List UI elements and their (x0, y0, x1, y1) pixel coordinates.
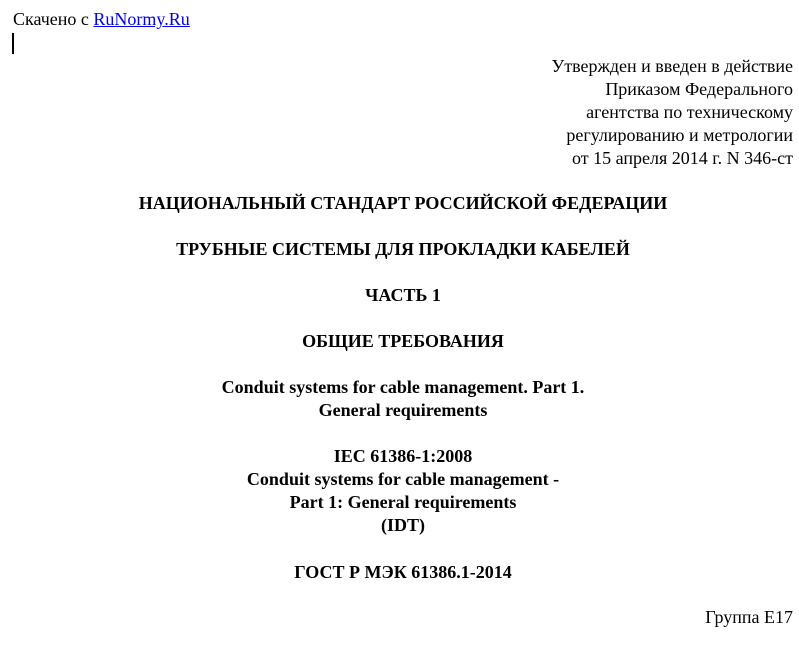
approval-block (551, 55, 793, 170)
iec-block (0, 445, 799, 537)
english-title (0, 376, 799, 422)
approval-line: Приказом Федерального (605, 79, 793, 99)
source-prefix: Скачено с (13, 9, 89, 29)
iec-identity: (IDT) (381, 515, 425, 535)
runormy-link[interactable]: RuNormy.Ru (93, 9, 190, 29)
english-title-line: General requirements (318, 400, 488, 420)
iec-title-line: Part 1: General requirements (289, 492, 517, 512)
iec-title-line: Conduit systems for cable management - (246, 469, 560, 489)
text-cursor (12, 33, 14, 54)
english-title-line: Conduit systems for cable management. Part 1. (221, 377, 585, 397)
approval-line: агентства по техническому (586, 102, 793, 122)
approval-line: Утвержден и введен в действие (551, 56, 793, 76)
iec-code: IEC 61386-1:2008 (333, 446, 473, 466)
source-line (13, 8, 190, 30)
group-label: Группа Е17 (705, 607, 793, 627)
approval-line: регулированию и метрологии (566, 125, 793, 145)
document-subtitle: ОБЩИЕ ТРЕБОВАНИЯ (302, 331, 504, 351)
document-title: ТРУБНЫЕ СИСТЕМЫ ДЛЯ ПРОКЛАДКИ КАБЕЛЕЙ (176, 239, 630, 259)
national-standard-heading: НАЦИОНАЛЬНЫЙ СТАНДАРТ РОССИЙСКОЙ ФЕДЕРАЦИИ (138, 193, 668, 213)
part-heading: ЧАСТЬ 1 (365, 285, 441, 305)
gost-code: ГОСТ Р МЭК 61386.1-2014 (294, 562, 512, 582)
approval-line: от 15 апреля 2014 г. N 346-ст (572, 148, 793, 168)
